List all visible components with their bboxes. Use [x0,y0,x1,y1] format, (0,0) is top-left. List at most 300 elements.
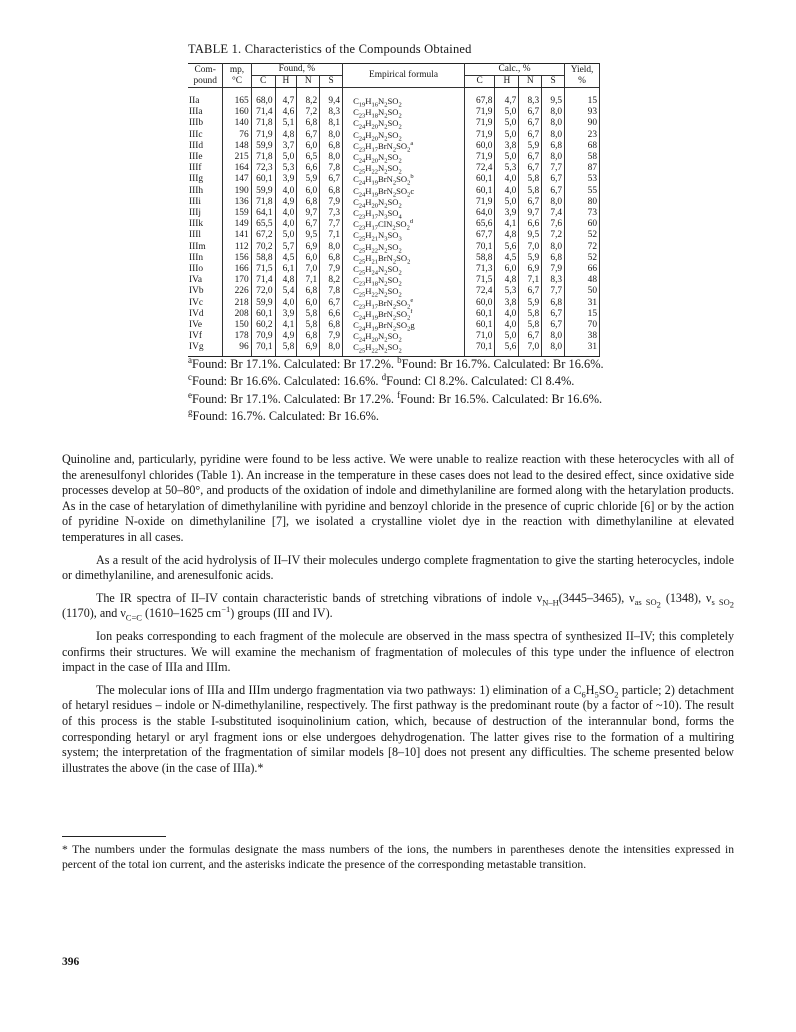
cell-y: 80 [565,197,600,208]
cell-ch: 3,8 [495,298,519,309]
table-row [188,141,600,152]
cell-fm: $C_{23}H_{18}N_2SO_2$ [343,275,465,286]
table-row [188,230,600,241]
cell-y: 31 [565,342,600,356]
cell-fm: $C_{25}H_{21}BrN_2SO_2$ [343,253,465,264]
cell-fn: 7,1 [297,275,320,286]
header-calc-n: N [519,76,542,88]
cell-cc: 65,6 [464,219,494,230]
cell-c: IIIm [189,241,206,252]
cell-fh: 4,0 [275,219,297,230]
cell-c: IIIc [189,129,203,140]
cell-c: IVf [189,331,203,342]
page-number: 396 [62,956,80,968]
header-found: Found, % [251,64,342,76]
cell-cs: 6,8 [542,298,565,309]
footnote-rule [62,836,166,837]
cell-cn: 9,5 [519,230,542,241]
cell-ch: 4,8 [495,275,519,286]
table-row [188,253,600,264]
header-compound: Com- pound [188,64,223,88]
cell-cs: 8,0 [542,242,565,253]
cell-fn: 6,0 [297,141,320,152]
table-row [188,275,600,286]
cell-fc: 60,1 [251,174,275,185]
cell-fs: 7,8 [320,286,343,297]
cell-fs: 7,1 [320,230,343,241]
cell-fc: 59,9 [251,186,275,197]
bottom-footnote: * The numbers under the formulas designate the mass numbers of the ions, the numbers in parentheses denote the intensities expressed in percent of the total ion current, and the asterisks indicate the presence of the corresponding metastable transition. [62,843,734,872]
cell-cn: 5,8 [519,186,542,197]
cell-cn: 8,3 [519,88,542,108]
cell-cc: 71,9 [464,107,494,118]
cell-c: IIIj [189,208,201,219]
cell-cs: 6,7 [542,186,565,197]
cell-fc: 71,8 [251,152,275,163]
cell-c: IVb [189,286,204,297]
cell-fm: $C_{24}H_{19}BrN_2SO_2c$ [343,186,465,197]
cell-cn: 6,7 [519,107,542,118]
cell-ch: 4,8 [495,230,519,241]
header-found-h: H [275,76,297,88]
cell-fm: $C_{19}H_{16}N_2SO_2$ [343,88,465,108]
cell-ch: 4,0 [495,320,519,331]
header-formula: Empirical formula [343,64,465,88]
cell-y: 31 [565,298,600,309]
paragraph: The IR spectra of II–IV contain characteristic bands of stretching vibrations of indole $\nu_{N-H}(3445-3465)$, $\nu_{as SO_2}$ (1348), $\nu_{s SO_2}$ (1170), and $\nu_{C=C}$ (1610–1625 $cm^{-1}$) groups (III and IV). [62,590,734,623]
cell-ch: 3,8 [495,141,519,152]
table-row [188,130,600,141]
cell-fm: $C_{25}H_{22}N_2SO_2$ [343,242,465,253]
cell-cn: 9,7 [519,208,542,219]
cell-mp: 166 [223,264,251,275]
table-row [188,88,600,108]
cell-fn: 6,5 [297,152,320,163]
cell-mp: 136 [223,197,251,208]
cell-cn: 5,8 [519,309,542,320]
cell-fc: 67,2 [251,230,275,241]
cell-ch: 5,0 [495,107,519,118]
cell-fn: 7,2 [297,107,320,118]
cell-cs: 7,7 [542,163,565,174]
cell-mp: 148 [223,141,251,152]
cell-fm: $C_{25}H_{24}N_2SO_2$ [343,264,465,275]
cell-ch: 4,5 [495,253,519,264]
header-calc-s: S [542,76,565,88]
cell-cn: 5,9 [519,253,542,264]
cell-c: IIIk [189,219,204,230]
cell-fh: 4,8 [275,275,297,286]
cell-fm: $C_{25}H_{22}N_2SO_2$ [343,163,465,174]
cell-fc: 70,9 [251,331,275,342]
cell-fc: 60,1 [251,309,275,320]
table-row [188,264,600,275]
cell-fm: $C_{24}H_{19}BrN_2SO_2^f$ [343,309,465,320]
cell-cn: 6,7 [519,286,542,297]
cell-cs: 6,8 [542,141,565,152]
cell-fh: 3,9 [275,174,297,185]
cell-c: IVg [188,342,223,356]
table-row [188,242,600,253]
table-row [188,208,600,219]
cell-cc: 71,5 [464,275,494,286]
cell-fm: $C_{23}H_{17}ClN_2SO_2^d$ [343,219,465,230]
cell-mp: 215 [223,152,251,163]
cell-fh: 5,4 [275,286,297,297]
cell-cn: 6,7 [519,197,542,208]
cell-fs: 8,0 [320,242,343,253]
cell-cs: 8,3 [542,275,565,286]
cell-fh: 4,9 [275,197,297,208]
cell-c: IVa [189,275,203,286]
cell-y: 52 [565,230,600,241]
header-calc-c: C [464,76,494,88]
cell-ch: 5,0 [495,152,519,163]
cell-y: 52 [565,253,600,264]
cell-mp: 208 [223,309,251,320]
cell-cs: 8,0 [542,107,565,118]
cell-cc: 71,0 [464,331,494,342]
cell-fc: 70,2 [251,242,275,253]
cell-fm: $C_{25}H_{22}N_2SO_2$ [343,286,465,297]
cell-fn: 8,2 [297,88,320,108]
table-row [188,286,600,297]
cell-cc: 72,4 [464,163,494,174]
cell-fs: 6,8 [320,141,343,152]
cell-ch: 4,0 [495,309,519,320]
cell-c: IIIb [189,118,204,129]
header-yield: Yield, % [565,64,600,88]
cell-cs: 8,0 [542,342,565,356]
cell-y: 53 [565,174,600,185]
table-row [188,107,600,118]
cell-fm: $C_{23}H_{17}N_3SO_4$ [343,208,465,219]
cell-ch: 5,3 [495,286,519,297]
cell-fn: 6,8 [297,197,320,208]
cell-fh: 5,0 [275,230,297,241]
cell-ch: 4,1 [495,219,519,230]
table-caption: TABLE 1. Characteristics of the Compounds Obtained [188,42,472,56]
cell-mp: 170 [223,275,251,286]
cell-ch: 5,0 [495,130,519,141]
cell-cs: 7,4 [542,208,565,219]
cell-y: 48 [565,275,600,286]
cell-cn: 6,7 [519,152,542,163]
cell-c: IIId [189,140,204,151]
cell-fm: $C_{24}H_{20}N_2SO_2$ [343,331,465,342]
cell-fn: 6,8 [297,286,320,297]
cell-fs: 8,0 [320,152,343,163]
cell-y: 68 [565,141,600,152]
cell-mp: 164 [223,163,251,174]
cell-cn: 5,8 [519,174,542,185]
cell-cc: 72,4 [464,286,494,297]
cell-fc: 72,0 [251,286,275,297]
cell-cn: 6,9 [519,264,542,275]
cell-cs: 8,0 [542,130,565,141]
cell-mp: 160 [223,107,251,118]
cell-fs: 7,8 [320,163,343,174]
table-row [188,331,600,342]
cell-fm: $C_{24}H_{19}BrN_2SO_2^b$ [343,174,465,185]
cell-fm: $C_{24}H_{20}N_2SO_2$ [343,197,465,208]
cell-fh: 3,7 [275,141,297,152]
cell-fs: 6,8 [320,186,343,197]
cell-cn: 5,8 [519,320,542,331]
cell-y: 66 [565,264,600,275]
table-row [188,342,600,356]
cell-cs: 8,0 [542,152,565,163]
cell-fs: 8,0 [320,130,343,141]
cell-fh: 3,9 [275,309,297,320]
cell-cc: 60,0 [464,298,494,309]
table-row [188,197,600,208]
cell-fh: 4,5 [275,253,297,264]
cell-c: IIIh [189,185,204,196]
cell-fn: 6,8 [297,118,320,129]
cell-fh: 5,8 [275,342,297,356]
cell-cc: 60,1 [464,186,494,197]
cell-ch: 5,0 [495,197,519,208]
cell-fc: 71,8 [251,197,275,208]
cell-cn: 6,6 [519,219,542,230]
cell-cc: 64,0 [464,208,494,219]
cell-fc: 60,2 [251,320,275,331]
compounds-table-wrap [188,63,600,357]
table-row [188,118,600,129]
cell-mp: 156 [223,253,251,264]
cell-y: 70 [565,320,600,331]
cell-fc: 70,1 [251,342,275,356]
cell-fs: 6,8 [320,253,343,264]
cell-fc: 72,3 [251,163,275,174]
cell-fm: $C_{23}H_{17}BrN_2SO_2^a$ [343,141,465,152]
cell-cc: 71,9 [464,152,494,163]
cell-y: 58 [565,152,600,163]
cell-fh: 4,0 [275,186,297,197]
cell-fs: 6,6 [320,309,343,320]
cell-cs: 7,6 [542,219,565,230]
cell-cn: 7,0 [519,242,542,253]
paragraph: The molecular ions of IIIa and IIIm undergo fragmentation via two pathways: 1) elimination of a $C_6H_5SO_2$ particle; 2) detachment of hetaryl residues – indole or N-dimethylaniline, respectively. The first pathway is the predominant route (by a factor of ~10). The result of this process is the stable I-substituted isoquinolinium cation, which, because of destruction of the interannular bond, forms the corresponding hetaryl or aryl fragment ions or else undergoes dehydrogenation. The latter gives rise to the formation of a multiring system; the interpretation of the fragmentation of similar models [8–10] does not present any difficulties. The scheme presented below illustrates the above (in the case of IIIa).* [62,682,734,775]
table-row [188,320,600,331]
cell-cn: 6,7 [519,331,542,342]
cell-cs: 6,7 [542,309,565,320]
cell-fs: 7,7 [320,219,343,230]
cell-fm: $C_{24}H_{20}N_2SO_2$ [343,152,465,163]
cell-fn: 5,9 [297,174,320,185]
header-found-c: C [251,76,275,88]
cell-y: 60 [565,219,600,230]
cell-y: 93 [565,107,600,118]
cell-fs: 6,7 [320,298,343,309]
cell-cn: 5,9 [519,298,542,309]
cell-mp: 112 [223,242,251,253]
table-footnotes: $^a$Found: Br 17.1%. Calculated: Br 17.2%. $^b$Found: Br 16.7%. Calculated: Br 16.6%. $^c$Found: Br 16.6%. Calculated: 16.6%. $^d$Found: Cl 8.2%. Calculated: Cl 8.4%. $^e$Found: Br 17.1%. Calculated: Br 17.2%. $^f$Found: Br 16.5%. Calculated: Br 16.6%. $^g$Found: 16.7%. Calculated: Br 16.6%. [188,354,604,424]
cell-fh: 6,1 [275,264,297,275]
cell-fn: 9,7 [297,208,320,219]
cell-y: 38 [565,331,600,342]
cell-fn: 9,5 [297,230,320,241]
cell-fc: 71,5 [251,264,275,275]
cell-fm: $C_{25}H_{21}N_3SO_3$ [343,230,465,241]
cell-cc: 58,8 [464,253,494,264]
cell-fn: 6,6 [297,163,320,174]
cell-c: IVd [189,308,204,319]
cell-mp: 190 [223,186,251,197]
cell-ch: 5,6 [495,342,519,356]
cell-y: 55 [565,186,600,197]
cell-cs: 7,2 [542,230,565,241]
cell-fc: 64,1 [251,208,275,219]
cell-fh: 4,1 [275,320,297,331]
cell-cn: 6,7 [519,118,542,129]
cell-mp: 76 [223,130,251,141]
header-found-n: N [297,76,320,88]
cell-fn: 6,8 [297,331,320,342]
table-row [188,174,600,185]
cell-cn: 6,7 [519,163,542,174]
cell-fn: 7,0 [297,264,320,275]
cell-fc: 58,8 [251,253,275,264]
cell-cn: 7,0 [519,342,542,356]
cell-ch: 4,0 [495,186,519,197]
cell-fc: 71,8 [251,118,275,129]
cell-ch: 6,0 [495,264,519,275]
cell-cs: 8,0 [542,118,565,129]
cell-cn: 6,7 [519,130,542,141]
cell-cs: 7,9 [542,264,565,275]
cell-cc: 71,9 [464,118,494,129]
cell-fn: 5,8 [297,320,320,331]
cell-fc: 71,4 [251,107,275,118]
cell-fs: 8,0 [320,342,343,356]
cell-fh: 4,0 [275,208,297,219]
cell-mp: 149 [223,219,251,230]
cell-cs: 8,0 [542,197,565,208]
table-row [188,152,600,163]
cell-cc: 60,0 [464,141,494,152]
cell-fn: 6,0 [297,298,320,309]
cell-mp: 150 [223,320,251,331]
cell-ch: 4,0 [495,174,519,185]
cell-fc: 71,4 [251,275,275,286]
cell-mp: 96 [223,342,251,356]
cell-y: 50 [565,286,600,297]
cell-fh: 5,3 [275,163,297,174]
header-mp: mp, °C [223,64,251,88]
cell-fn: 6,9 [297,242,320,253]
cell-cs: 9,5 [542,88,565,108]
cell-cc: 71,9 [464,130,494,141]
cell-fc: 65,5 [251,219,275,230]
table-row [188,163,600,174]
cell-cc: 67,7 [464,230,494,241]
cell-fh: 4,6 [275,107,297,118]
cell-ch: 5,0 [495,118,519,129]
cell-cc: 67,8 [464,88,494,108]
cell-fc: 68,0 [251,88,275,108]
paragraph: Quinoline and, particularly, pyridine were found to be less active. We were unable to realize reaction with these heterocycles with all of the arenesulfonyl chlorides (Table 1). An increase in the temperature in these cases does not lead to the desired effect, since oxidative side processes develop at 50–80°, and products of the oxidation of indole and dimethylaniline are formed along with the hetarylation products. As in the case of hetarylation of dimethylaniline with pyridine and benzoyl chloride in the presence of cupric chloride [6] or by the action of pyridine N-oxide on dimethylaniline [7], we isolated a crystalline violet dye in the reaction with dimethylaniline at elevated temperatures in all cases. [62,452,734,544]
cell-y: 23 [565,130,600,141]
cell-fm: $C_{24}H_{19}BrN_2SO_2g$ [343,320,465,331]
table-header [188,64,600,88]
cell-cn: 7,1 [519,275,542,286]
cell-fs: 8,3 [320,107,343,118]
cell-fc: 59,9 [251,298,275,309]
cell-mp: 178 [223,331,251,342]
cell-fm: $C_{24}H_{20}N_2SO_2$ [343,130,465,141]
cell-cn: 5,9 [519,141,542,152]
cell-c: IIIe [189,152,203,163]
cell-fc: 71,9 [251,130,275,141]
cell-y: 90 [565,118,600,129]
cell-fn: 6,0 [297,186,320,197]
cell-cc: 70,1 [464,342,494,356]
cell-fh: 4,9 [275,331,297,342]
cell-fn: 5,8 [297,309,320,320]
cell-c: IIIa [189,107,203,118]
cell-fh: 5,0 [275,152,297,163]
cell-fm: $C_{25}H_{22}N_2SO_2$ [343,342,465,356]
paragraph: As a result of the acid hydrolysis of II–IV their molecules undergo complete fragmentation to give the starting heterocycles, indole or dimethylaniline, and arenesulfonic acids. [62,552,734,583]
cell-y: 73 [565,208,600,219]
cell-fh: 4,0 [275,298,297,309]
cell-mp: 140 [223,118,251,129]
cell-cc: 60,1 [464,320,494,331]
cell-ch: 5,0 [495,331,519,342]
cell-mp: 141 [223,230,251,241]
cell-cs: 8,0 [542,331,565,342]
cell-fm: $C_{23}H_{17}BrN_2SO_2^e$ [343,298,465,309]
cell-cc: 71,3 [464,264,494,275]
cell-ch: 4,7 [495,88,519,108]
cell-fs: 8,1 [320,118,343,129]
cell-ch: 5,6 [495,242,519,253]
cell-cs: 7,7 [542,286,565,297]
header-calc-h: H [495,76,519,88]
cell-cc: 60,1 [464,174,494,185]
cell-fs: 7,9 [320,331,343,342]
cell-fh: 5,7 [275,242,297,253]
cell-c: IIIn [189,252,204,263]
cell-c: IIa [189,96,200,106]
compounds-table [188,63,600,357]
cell-mp: 147 [223,174,251,185]
cell-fs: 8,2 [320,275,343,286]
cell-c: IIIi [189,196,201,207]
cell-cs: 6,8 [542,253,565,264]
cell-c: IIIo [189,264,204,275]
cell-y: 87 [565,163,600,174]
cell-fn: 6,7 [297,219,320,230]
cell-fs: 6,8 [320,320,343,331]
cell-fh: 5,1 [275,118,297,129]
table-row [188,186,600,197]
cell-fn: 6,9 [297,342,320,356]
cell-fs: 6,7 [320,174,343,185]
cell-fn: 6,7 [297,130,320,141]
header-calc: Calc., % [464,64,564,76]
cell-y: 15 [565,309,600,320]
cell-c: IIIf [189,163,202,174]
cell-fs: 9,4 [320,88,343,108]
cell-mp: 226 [223,286,251,297]
cell-fc: 59,9 [251,141,275,152]
cell-fh: 4,7 [275,88,297,108]
paragraph: Ion peaks corresponding to each fragment of the molecule are observed in the mass spectra of synthesized II–IV; this completely confirms their structures. We will examine the mechanism of fragmentation of molecules of this type under the influence of electron impact in the case of IIIa and IIIm. [62,628,734,675]
cell-mp: 159 [223,208,251,219]
